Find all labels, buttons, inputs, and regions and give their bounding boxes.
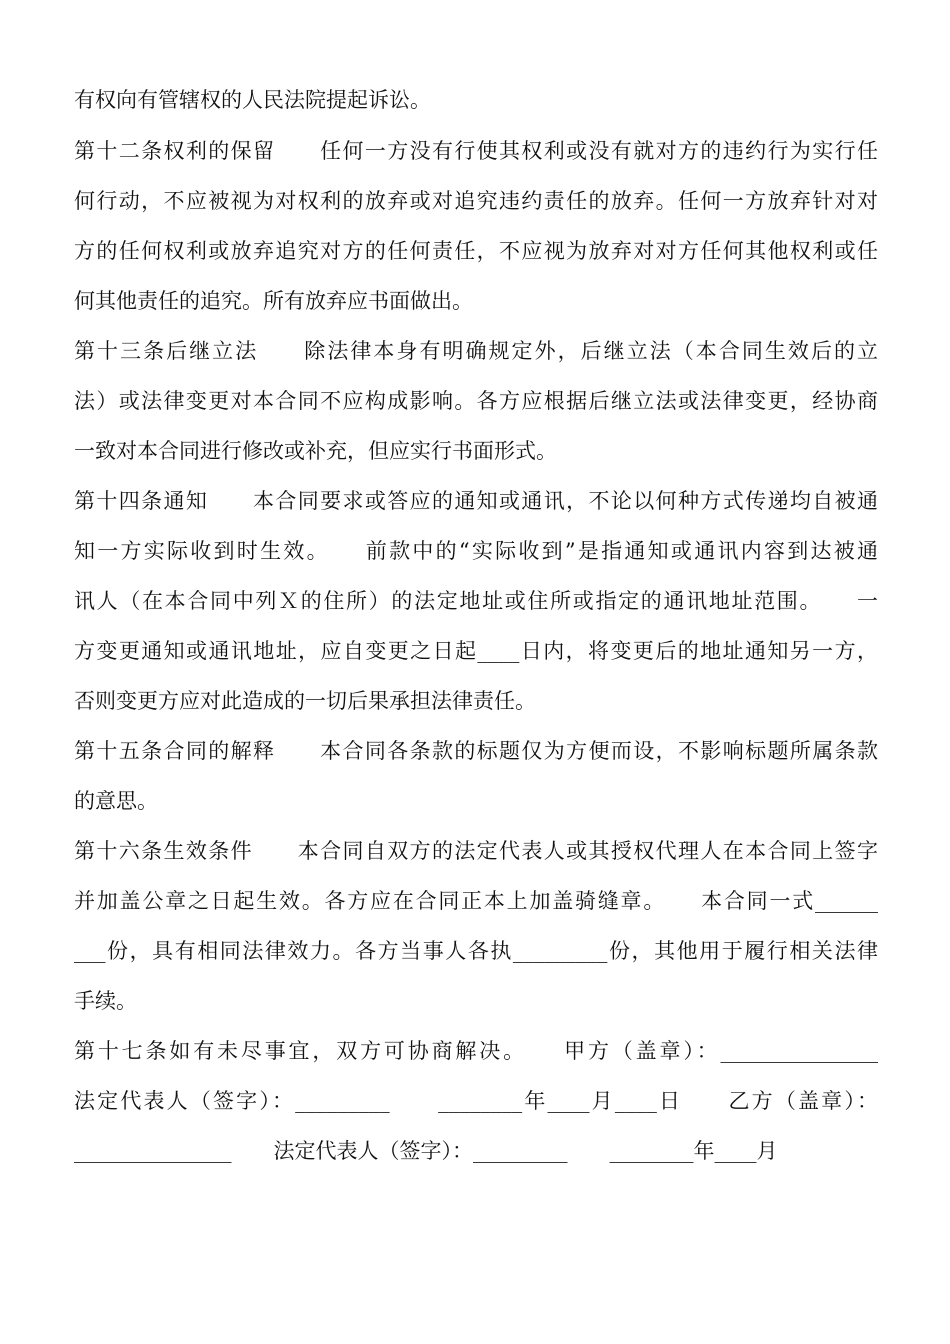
text-line-1: 有权向有管辖权的人民法院提起诉讼。	[74, 88, 431, 112]
text-line-21: 法定代表人（签字）：_________ ________年____月____日 乙方（盖章）：	[74, 1089, 878, 1113]
text-line-4: 方的任何权利或放弃追究对方的任何责任，不应视为放弃对对方任何其他权利或任	[74, 239, 878, 263]
text-line-3: 何行动，不应被视为对权利的放弃或对追究违约责任的放弃。任何一方放弃针对对	[74, 189, 878, 213]
text-line-6: 第十三条后继立法 除法律本身有明确规定外，后继立法（本合同生效后的立	[74, 339, 878, 363]
text-line-18: ___份，具有相同法律效力。各方当事人各执_________份，其他用于履行相关法律	[74, 939, 878, 963]
text-line-13: 否则变更方应对此造成的一切后果承担法律责任。	[74, 689, 536, 713]
text-line-8: 一致对本合同进行修改或补充，但应实行书面形式。	[74, 439, 557, 463]
text-line-9: 第十四条通知 本合同要求或答应的通知或通讯，不论以何种方式传递均自被通	[74, 489, 878, 513]
text-line-20: 第十七条如有未尽事宜，双方可协商解决。 甲方（盖章）：_______________	[74, 1039, 878, 1063]
text-line-11: 讯人（在本合同中列Ｘ的住所）的法定地址或住所或指定的通讯地址范围。 一	[74, 589, 878, 613]
text-line-22: _______________ 法定代表人（签字）：_________ ________年____月	[74, 1139, 778, 1163]
text-line-12: 方变更通知或通讯地址，应自变更之日起____日内，将变更后的地址通知另一方，	[74, 639, 878, 663]
text-line-2: 第十二条权利的保留 任何一方没有行使其权利或没有就对方的违约行为实行任	[74, 139, 878, 163]
text-line-14: 第十五条合同的解释 本合同各条款的标题仅为方便而设，不影响标题所属条款	[74, 739, 878, 763]
text-line-19: 手续。	[74, 989, 137, 1013]
text-line-16: 第十六条生效条件 本合同自双方的法定代表人或其授权代理人在本合同上签字	[74, 839, 878, 863]
text-line-5: 何其他责任的追究。所有放弃应书面做出。	[74, 289, 473, 313]
text-line-10: 知一方实际收到时生效。 前款中的“实际收到”是指通知或通讯内容到达被通	[74, 539, 878, 563]
text-line-15: 的意思。	[74, 789, 158, 813]
text-line-7: 法）或法律变更对本合同不应构成影响。各方应根据后继立法或法律变更，经协商	[74, 389, 878, 413]
text-line-17: 并加盖公章之日起生效。各方应在合同正本上加盖骑缝章。 本合同一式______	[74, 889, 878, 913]
